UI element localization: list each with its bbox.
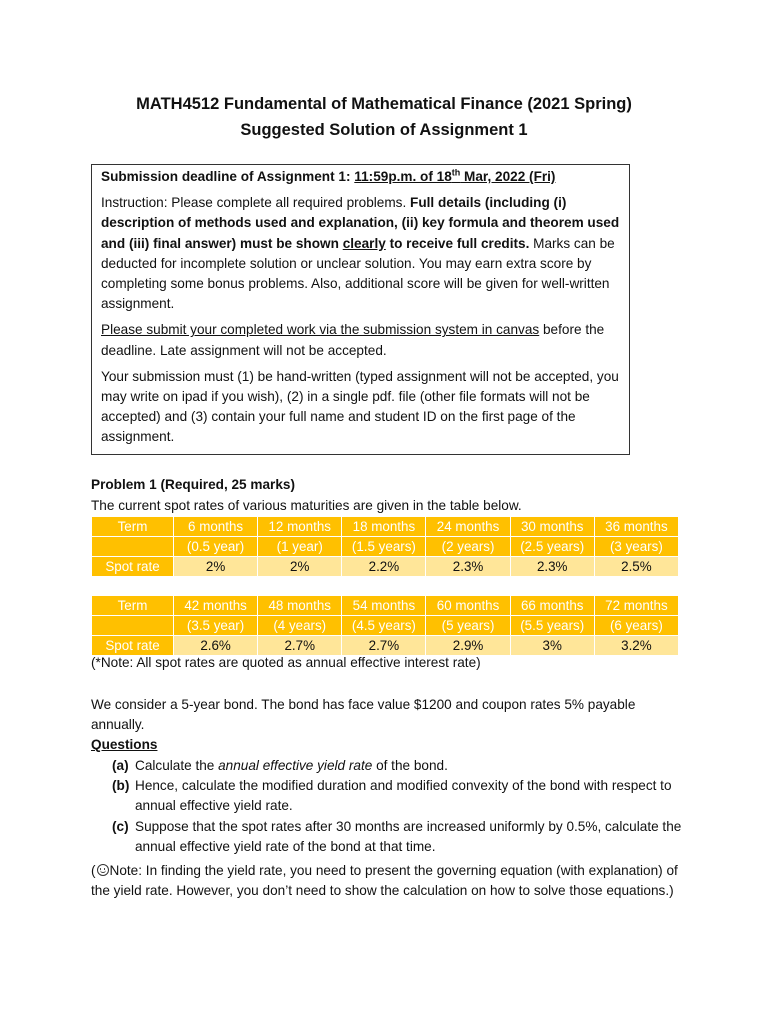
term-cell: 66 months [510,596,594,616]
term-cell: 24 months [426,517,510,537]
term-label-cell: Term [92,517,174,537]
deadline-date-b: Mar, 2022 (Fri) [460,169,556,184]
spot-rate-note: (*Note: All spot rates are quoted as annual effective interest rate) [91,655,481,670]
question-c-text: Suppose that the spot rates after 30 months are increased uniformly by 0.5%, calculate the annual effective yield rate of the bond at that time. [135,819,682,855]
bond-description-line-1: We consider a 5-year bond. The bond has face value $1200 and coupon rates 5% payable [91,697,636,712]
instruction-bold-1: Full details (including (i) description of methods used and explanation, (ii) key formula and theorem used and (iii) final answer) must be shown [101,195,620,251]
table-row [92,537,679,557]
table-row [92,616,679,636]
spot-rate-cell: 2.3% [510,557,594,577]
submission-instructions-box [91,164,630,455]
term-cell: 48 months [258,596,342,616]
spot-rate-cell: 2.7% [258,636,342,656]
term-label-blank [92,537,174,557]
submission-rest: before the deadline. Late assignment will not be accepted. [101,322,605,358]
deadline-line [101,167,620,187]
spot-rate-cell: 2% [258,557,342,577]
spot-rate-cell: 2.3% [426,557,510,577]
document-title: MATH4512 Fundamental of Mathematical Finance (2021 Spring) [136,95,632,113]
spot-rate-cell: 3% [510,636,594,656]
deadline-date [354,169,555,184]
questions-heading: Questions [91,737,158,752]
submission-paragraph [101,320,620,360]
instruction-text-2: Marks can be deducted for incomplete solution or unclear solution. You may earn extra score by completing some bonus problems. Also, additional score will be given for well-written assignment. [101,235,615,312]
instruction-bold-underlined: clearly [342,235,386,251]
deadline-date-a: 11:59p.m. of 18 [354,169,452,184]
question-a-label: (a) [112,758,129,773]
term-cell: 6 months [174,517,258,537]
table-row [92,596,679,616]
spot-rate-cell: 2.2% [342,557,426,577]
question-c-label: (c) [112,819,129,834]
smiley-icon [97,864,109,876]
question-c [112,817,682,857]
spot-rate-cell: 2.6% [174,636,258,656]
table-row [92,517,679,537]
spot-rate-label-cell: Spot rate [92,636,174,656]
term-years-cell: (3 years) [594,537,678,557]
instruction-paragraph [101,193,620,314]
question-b [112,776,682,816]
term-years-cell: (5.5 years) [510,616,594,636]
spot-rate-table-1 [91,516,679,577]
term-years-cell: (5 years) [426,616,510,636]
question-b-label: (b) [112,778,130,793]
bond-description-line-2: annually. [91,717,145,732]
deadline-prefix: Submission deadline of Assignment 1: [101,169,355,184]
term-years-cell: (4 years) [258,616,342,636]
term-cell: 12 months [258,517,342,537]
term-years-cell: (0.5 year) [174,537,258,557]
note-text: Note: In finding the yield rate, you need to present the governing equation (with explanation) of the yield rate. However, you don’t need to show the calculation on how to solve those equations.) [91,863,678,899]
spot-rate-cell: 3.2% [594,636,678,656]
question-a [112,756,682,776]
term-years-cell: (4.5 years) [342,616,426,636]
term-cell: 36 months [594,517,678,537]
term-label-blank [92,616,174,636]
term-cell: 54 months [342,596,426,616]
term-cell: 42 months [174,596,258,616]
format-paragraph: Your submission must (1) be hand-written (typed assignment will not be accepted, you may write on ipad if you wish), (2) in a single pdf. file (other file formats will not be accepted) and (3) contain your full name and student ID on the first page of the assignment. [101,368,619,445]
term-years-cell: (1 year) [258,537,342,557]
spot-rate-cell: 2.7% [342,636,426,656]
term-years-cell: (2 years) [426,537,510,557]
problem-intro: The current spot rates of various maturities are given in the table below. [91,498,522,513]
term-years-cell: (2.5 years) [510,537,594,557]
spot-rate-cell: 2% [174,557,258,577]
question-a-text-post: of the bond. [372,758,448,773]
document-subtitle: Suggested Solution of Assignment 1 [240,121,528,139]
problem-heading: Problem 1 (Required, 25 marks) [91,477,295,492]
term-label-cell: Term [92,596,174,616]
spot-rate-table-2 [91,595,679,656]
question-a-text-pre: Calculate the [135,758,219,773]
question-b-text: Hence, calculate the modified duration and modified convexity of the bond with respect to annual effective yield rate. [135,778,672,814]
table-row [92,557,679,577]
term-years-cell: (3.5 year) [174,616,258,636]
instruction-text-1: Instruction: Please complete all required problems. [101,195,411,211]
instruction-bold-2: to receive full credits. [385,235,530,251]
spot-rate-cell: 2.9% [426,636,510,656]
term-cell: 72 months [594,596,678,616]
yield-rate-note [91,861,681,901]
deadline-date-sup: th [451,167,461,178]
term-cell: 18 months [342,517,426,537]
spot-rate-cell: 2.5% [594,557,678,577]
note-open-paren: ( [91,863,96,878]
submission-underlined: Please submit your completed work via the submission system in canvas [101,322,540,338]
question-a-emphasis: annual effective yield rate [218,758,373,773]
term-years-cell: (1.5 years) [342,537,426,557]
term-cell: 30 months [510,517,594,537]
term-years-cell: (6 years) [594,616,678,636]
spot-rate-label-cell: Spot rate [92,557,174,577]
term-cell: 60 months [426,596,510,616]
